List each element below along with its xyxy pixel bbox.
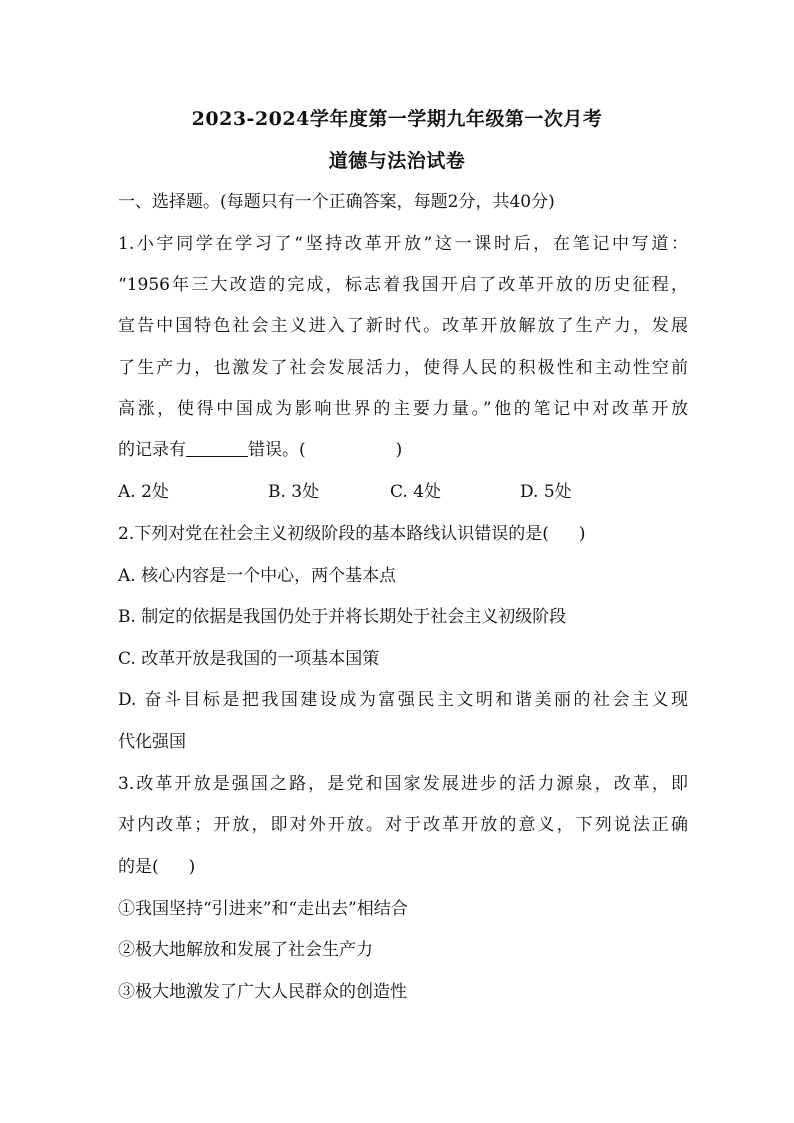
q2-stem-text: 2.下列对党在社会主义初级阶段的基本路线认识错误的是( <box>118 524 549 544</box>
q1-option-b: B. 3处 <box>268 482 320 502</box>
q3-item-2: ②极大地解放和发展了社会生产力 <box>118 940 373 960</box>
q2-option-a: A. 核心内容是一个中心，两个基本点 <box>118 566 397 586</box>
q3-line-3 <box>118 856 688 878</box>
q1-last-pre: 的记录有 <box>118 440 186 460</box>
q1-option-c: C. 4处 <box>390 482 442 502</box>
q3-last-pre: 的是( <box>118 857 159 877</box>
q2-option-c: C. 改革开放是我国的一项基本国策 <box>118 649 380 669</box>
q2-stem <box>118 523 688 545</box>
q1-last-close: ) <box>395 440 403 460</box>
q1-line-2: “1956年三大改造的完成，标志着我国开启了改革开放的历史征程， <box>118 275 688 295</box>
q3-item-3: ③极大地激发了广大人民群众的创造性 <box>118 982 407 1002</box>
section-heading: 一、选择题。(每题只有一个正确答案，每题2分，共40分) <box>118 192 555 212</box>
q3-line-1: 3.改革开放是强国之路，是党和国家发展进步的活力源泉，改革，即 <box>118 774 688 794</box>
q3-last-close: ) <box>188 857 196 877</box>
q2-option-d-cont: 代化强国 <box>118 732 186 752</box>
q1-line-4: 了生产力，也激发了社会发展活力，使得人民的积极性和主动性空前 <box>118 358 688 378</box>
q1-line-3: 宣告中国特色社会主义进入了新时代。改革开放解放了生产力，发展 <box>118 316 688 336</box>
q3-line-2: 对内改革；开放，即对外开放。对于改革开放的意义，下列说法正确 <box>118 815 688 835</box>
q2-option-b: B. 制定的依据是我国仍处于并将长期处于社会主义初级阶段 <box>118 607 567 627</box>
exam-subtitle: 道德与法治试卷 <box>328 150 466 172</box>
q1-line-5: 高涨，使得中国成为影响世界的主要力量。”他的笔记中对改革开放 <box>118 399 688 419</box>
q2-option-d: D. 奋斗目标是把我国建设成为富强民主文明和谐美丽的社会主义现 <box>118 690 688 710</box>
q1-option-a: A. 2处 <box>118 482 169 502</box>
q3-item-1: ①我国坚持“引进来”和“走出去”相结合 <box>118 899 408 919</box>
q1-option-d: D. 5处 <box>520 482 572 502</box>
q1-line-6 <box>118 439 688 461</box>
q2-stem-close: ) <box>578 524 586 544</box>
q1-line-1: 1.小宇同学在学习了“坚持改革开放”这一课时后，在笔记中写道： <box>118 234 688 254</box>
q1-last-post: 错误。( <box>248 440 306 460</box>
exam-title: 2023-2024学年度第一学期九年级第一次月考 <box>191 108 603 130</box>
answer-blank <box>186 440 248 457</box>
